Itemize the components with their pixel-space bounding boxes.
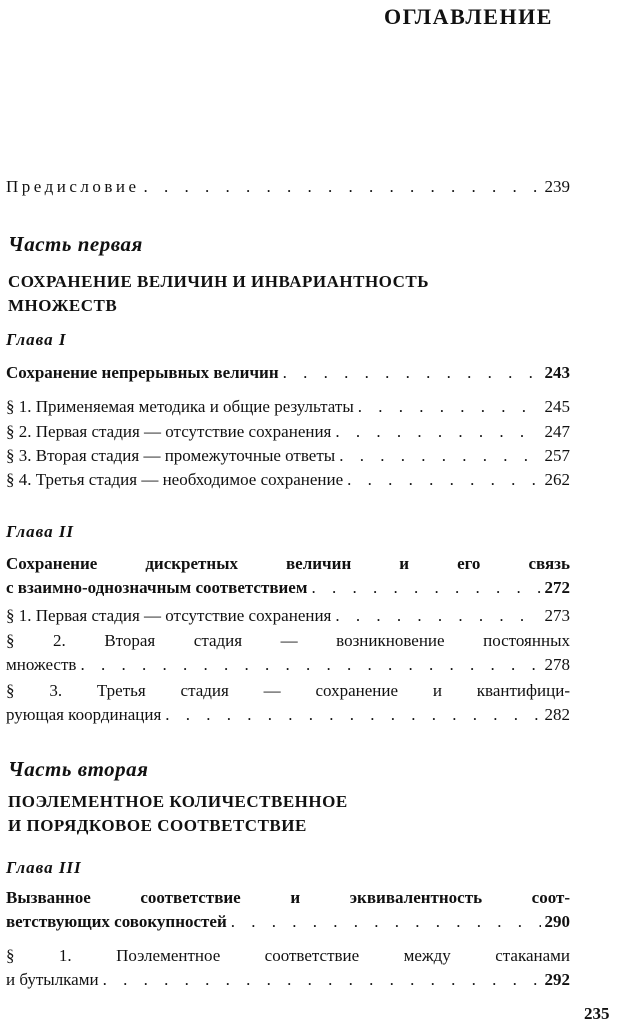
dot-leader	[103, 969, 541, 991]
entry-label: с взаимно-однозначным соответствием	[6, 578, 308, 597]
dot-leader	[335, 605, 540, 627]
toc-entry-section[interactable]	[6, 969, 570, 991]
entry-page: 290	[544, 912, 570, 931]
part-two-title-line2: И ПОРЯДКОВОЕ СООТВЕТСТВИЕ	[8, 816, 307, 835]
toc-entry-section[interactable]	[6, 654, 570, 676]
entry-label: Сохранение непрерывных величин	[6, 363, 279, 382]
page-number: 235	[584, 1004, 610, 1023]
entry-label: § 3. Вторая стадия — промежуточные ответы	[6, 446, 336, 465]
dot-leader	[231, 911, 541, 933]
part-two-title-line1: ПОЭЛЕМЕНТНОЕ КОЛИЧЕСТВЕННОЕ	[8, 792, 348, 811]
dot-leader	[165, 704, 540, 726]
entry-page: 272	[544, 578, 570, 597]
toc-entry-chapter-two[interactable]	[6, 577, 570, 599]
part-one-label: Часть первая	[8, 232, 143, 256]
dot-leader	[80, 654, 540, 676]
entry-page: 257	[544, 446, 570, 465]
entry-label: § 4. Третья стадия — необходимое сохранение	[6, 470, 344, 489]
entry-label: ветствующих совокупностей	[6, 912, 227, 931]
entry-page: 245	[544, 397, 570, 416]
chapter-three-label: Глава III	[6, 858, 82, 877]
toc-entry-preface[interactable]	[6, 176, 570, 198]
part-one-title-line1: СОХРАНЕНИЕ ВЕЛИЧИН И ИНВАРИАНТНОСТЬ	[8, 272, 429, 291]
part-two-label: Часть вторая	[8, 757, 149, 781]
entry-page: 273	[544, 606, 570, 625]
entry-page: 247	[544, 422, 570, 441]
entry-page: 262	[544, 470, 570, 489]
entry-label: множеств	[6, 655, 77, 674]
entry-label: и бутылками	[6, 970, 99, 989]
section-text-line: § 3. Третья стадия — сохранение и квантифици-	[6, 681, 570, 700]
dot-leader	[358, 396, 541, 418]
dot-leader	[144, 176, 541, 198]
dot-leader	[283, 362, 541, 384]
entry-page: 243	[544, 363, 570, 382]
toc-entry-section[interactable]	[6, 704, 570, 726]
entry-page: 282	[544, 705, 570, 724]
section-text-line: § 1. Поэлементное соответствие между стаканами	[6, 946, 570, 965]
section-text-line: § 2. Вторая стадия — возникновение постоянных	[6, 631, 570, 650]
chapter-one-label: Глава I	[6, 330, 67, 349]
toc-entry-section[interactable]	[6, 469, 570, 491]
toc-entry-section[interactable]	[6, 396, 570, 418]
toc-entry-chapter-three[interactable]	[6, 911, 570, 933]
dot-leader	[311, 577, 540, 599]
toc-entry-section[interactable]	[6, 421, 570, 443]
entry-page: 239	[544, 177, 570, 196]
entry-label: § 1. Применяемая методика и общие результаты	[6, 397, 354, 416]
chapter-two-title-line1: Сохранение дискретных величин и его связь	[6, 554, 570, 573]
dot-leader	[339, 445, 540, 467]
entry-label: Предисловие	[6, 177, 140, 196]
entry-label: § 1. Первая стадия — отсутствие сохранения	[6, 606, 332, 625]
chapter-two-label: Глава II	[6, 522, 75, 541]
toc-entry-chapter-one[interactable]	[6, 362, 570, 384]
toc-entry-section[interactable]	[6, 445, 570, 467]
dot-leader	[335, 421, 540, 443]
entry-page: 278	[544, 655, 570, 674]
entry-page: 292	[544, 970, 570, 989]
entry-label: § 2. Первая стадия — отсутствие сохранения	[6, 422, 332, 441]
entry-label: рующая координация	[6, 705, 162, 724]
dot-leader	[347, 469, 540, 491]
page-heading: ОГЛАВЛЕНИЕ	[384, 4, 553, 29]
toc-entry-section[interactable]	[6, 605, 570, 627]
part-one-title-line2: МНОЖЕСТВ	[8, 296, 118, 315]
chapter-three-title-line1: Вызванное соответствие и эквивалентность соот-	[6, 888, 570, 907]
